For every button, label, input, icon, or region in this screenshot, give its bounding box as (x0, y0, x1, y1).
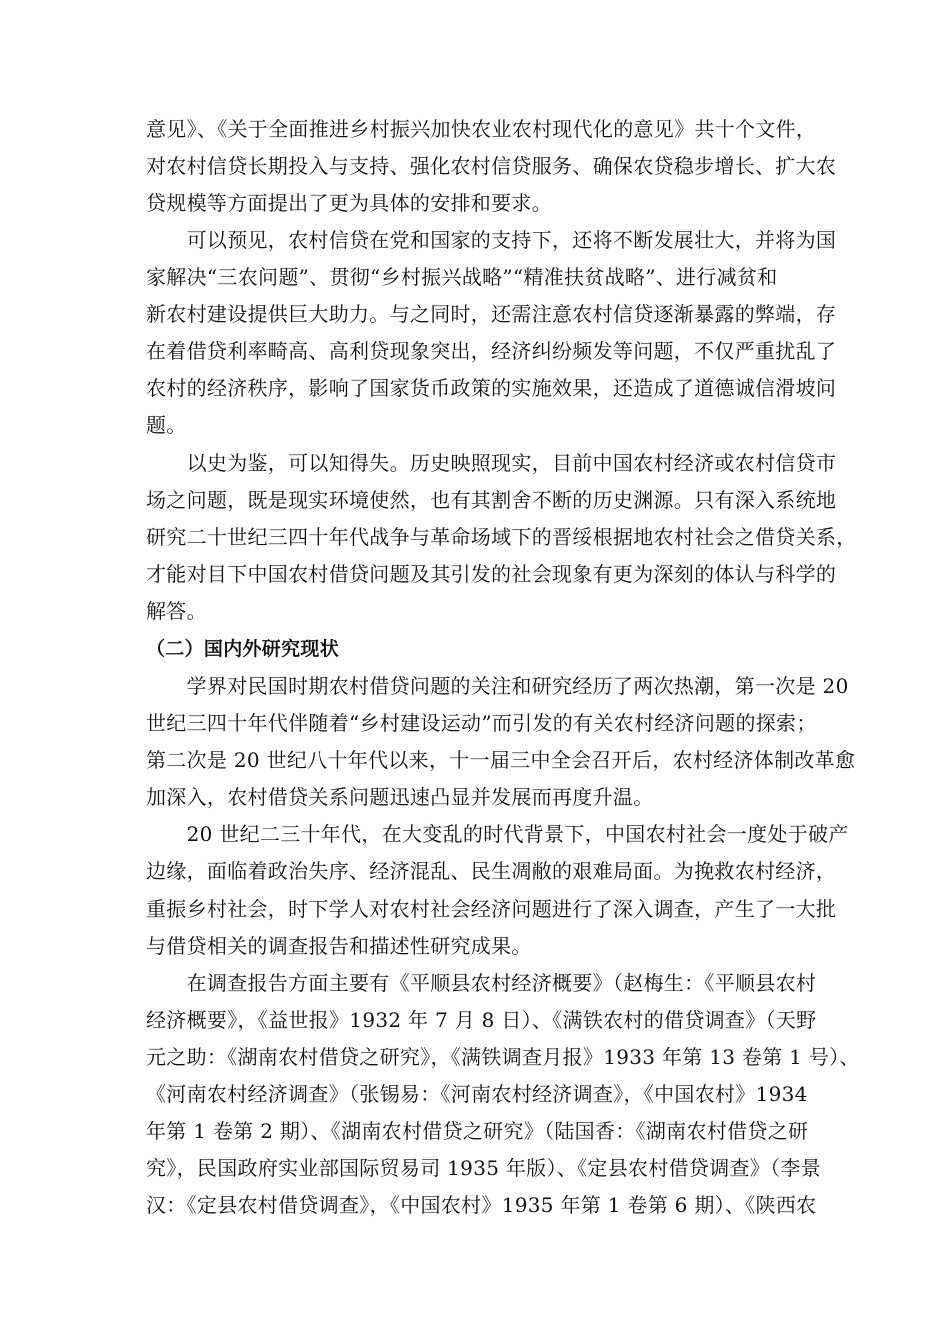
text-line: 研究二十世纪三四十年代战争与革命场域下的晋绥根据地农村社会之借贷关系， (146, 525, 857, 549)
section-heading: （二）国内外研究现状 (146, 638, 340, 660)
text-line: 贷规模等方面提出了更为具体的安排和要求。 (146, 191, 552, 215)
text-line: 世纪三四十年代伴随着“乡村建设运动”而引发的有关农村经济问题的探索； (146, 711, 817, 735)
text-line: 场之问题，既是现实环境使然，也有其割舍不断的历史渊源。只有深入系统地 (146, 488, 837, 512)
text-line: 以史为鉴，可以知得失。历史映照现实，目前中国农村经济或农村信贷市 (146, 451, 837, 475)
text-line: 究》，民国政府实业部国际贸易司 1935 年版）、《定县农村借贷调查》（李景 (146, 1156, 822, 1180)
text-line: 才能对目下中国农村借贷问题及其引发的社会现象有更为深刻的体认与科学的 (146, 562, 837, 586)
text-line: 解答。 (146, 599, 207, 623)
text-line: 边缘，面临着政治失序、经济混乱、民生凋敝的艰难局面。为挽救农村经济， (146, 859, 837, 883)
text-line: 与借贷相关的调查报告和描述性研究成果。 (146, 934, 532, 958)
text-line: 重振乡村社会，时下学人对农村社会经济问题进行了深入调查，产生了一大批 (146, 897, 837, 921)
text-line: 题。 (146, 413, 187, 437)
text-line: 汉：《定县农村借贷调查》，《中国农村》1935 年第 1 卷第 6 期）、《陕西农 (146, 1193, 817, 1217)
text-line: 学界对民国时期农村借贷问题的关注和研究经历了两次热潮，第一次是 20 (146, 674, 849, 698)
text-line: 在调查报告方面主要有《平顺县农村经济概要》（赵梅生：《平顺县农村 (146, 971, 817, 995)
text-line: 第二次是 20 世纪八十年代以来，十一届三中全会召开后，农村经济体制改革愈 (146, 748, 856, 772)
text-line: 可以预见，农村信贷在党和国家的支持下，还将不断发展壮大，并将为国 (146, 228, 837, 252)
text-line: 加深入，农村借贷关系问题迅速凸显并发展而再度升温。 (146, 785, 654, 809)
text-line: 《河南农村经济调查》（张锡易：《河南农村经济调查》，《中国农村》1934 (146, 1082, 808, 1106)
text-line: 年第 1 卷第 2 期）、《湖南农村借贷之研究》（陆国香：《湖南农村借贷之研 (146, 1119, 809, 1143)
text-line: 元之助：《湖南农村借贷之研究》，《满铁调查月报》1933 年第 13 卷第 1 号）、 (146, 1045, 860, 1069)
text-line: 新农村建设提供巨大助力。与之同时，还需注意农村信贷逐渐暴露的弊端，存 (146, 302, 837, 326)
text-line: 农村的经济秩序，影响了国家货币政策的实施效果，还造成了道德诚信滑坡问 (146, 376, 837, 400)
text-line: 经济概要》，《益世报》1932 年 7 月 8 日）、《满铁农村的借贷调查》（天野 (146, 1008, 817, 1032)
text-line: 20 世纪二三十年代，在大变乱的时代背景下，中国农村社会一度处于破产 (146, 822, 849, 846)
text-line: 在着借贷利率畸高、高利贷现象突出，经济纠纷频发等问题，不仅严重扰乱了 (146, 339, 837, 363)
text-line: 意见》、《关于全面推进乡村振兴加快农业农村现代化的意见》共十个文件， (146, 117, 817, 141)
text-line: 家解决“三农问题”、贯彻“乡村振兴战略”“精准扶贫战略”、进行减贫和 (146, 265, 778, 289)
text-line: 对农村信贷长期投入与支持、强化农村信贷服务、确保农贷稳步增长、扩大农 (146, 154, 837, 178)
